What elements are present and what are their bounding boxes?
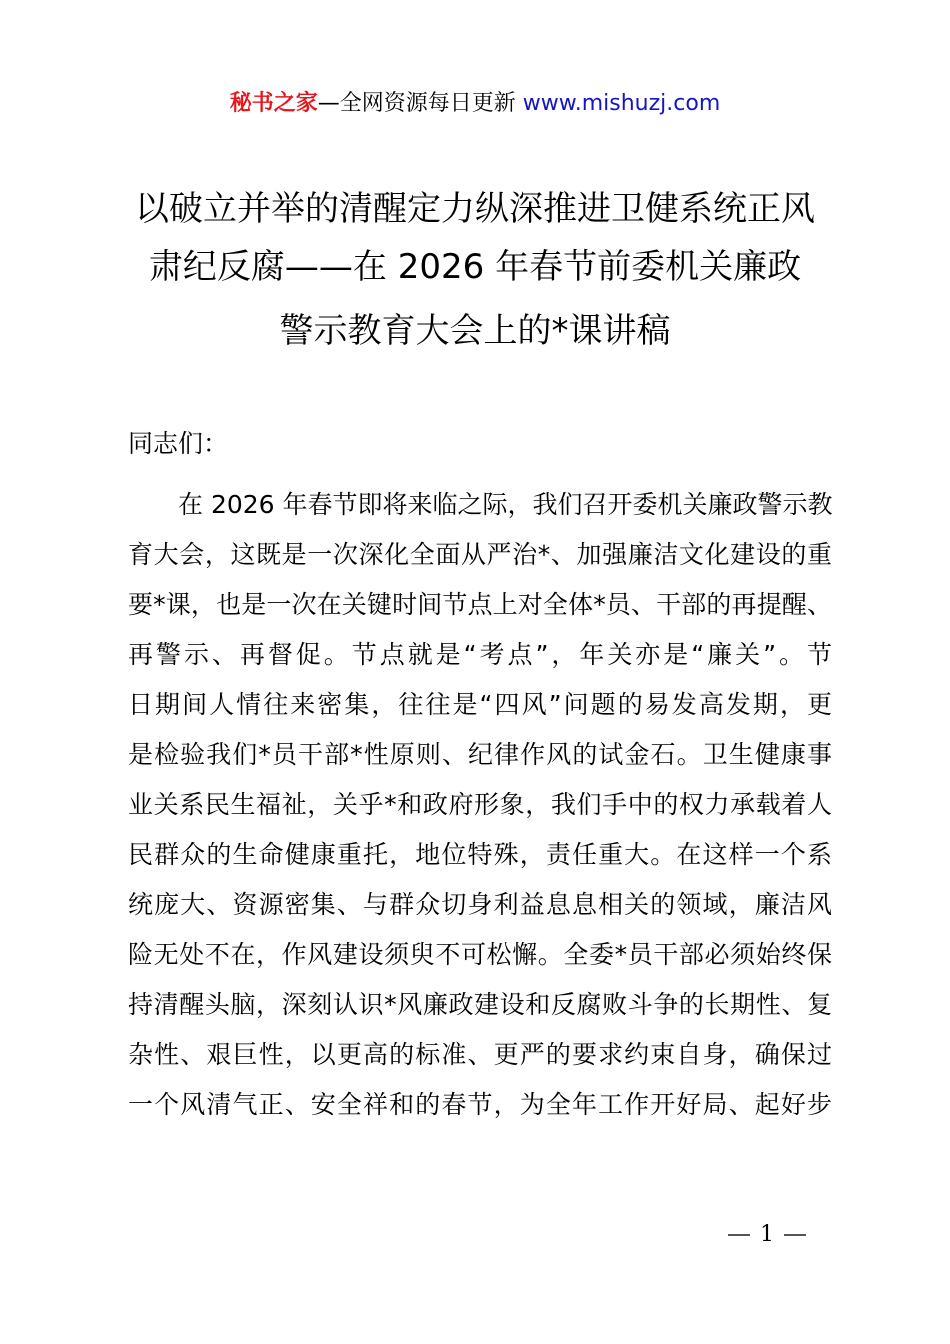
site-url-link[interactable]: www.mishuzj.com — [522, 91, 721, 116]
brand-name: 秘书之家 — [229, 91, 318, 116]
page-number — [718, 1222, 816, 1247]
dash-right — [784, 1234, 806, 1236]
title-line: 警示教育大会上的*课讲稿 — [279, 311, 671, 351]
body-line: 育大会，这既是一次深化全面从严治*、加强廉洁文化建设的重 — [128, 540, 832, 569]
body-line: 再警示、再督促。节点就是“考点”，年关亦是“廉关”。节 — [128, 640, 832, 669]
body-paragraph — [128, 484, 832, 1134]
body-line: 持清醒头脑，深刻认识*风廉政建设和反腐败斗争的长期性、复 — [128, 990, 832, 1019]
body-line: 要*课，也是一次在关键时间节点上对全体*员、干部的再提醒、 — [128, 590, 832, 619]
body-line: 杂性、艰巨性，以更高的标准、更严的要求约束自身，确保过 — [128, 1040, 832, 1069]
page-number-value: 1 — [760, 1222, 774, 1247]
title-line: 以破立并举的清醒定力纵深推进卫健系统正风 — [135, 189, 815, 229]
body-line: 在 2026 年春节即将来临之际，我们召开委机关廉政警示教 — [178, 490, 833, 519]
title-line: 肃纪反腐——在 2026 年春节前委机关廉政 — [148, 247, 802, 287]
body-line: 民群众的生命健康重托，地位特殊，责任重大。在这样一个系 — [128, 840, 832, 869]
site-header — [0, 88, 950, 120]
body-line: 统庞大、资源密集、与群众切身利益息息相关的领域，廉洁风 — [128, 890, 832, 919]
body-line: 业关系民生福祉，关乎*和政府形象，我们手中的权力承载着人 — [128, 790, 832, 819]
body-line: 是检验我们*员干部*性原则、纪律作风的试金石。卫生健康事 — [128, 740, 832, 769]
body-line: 一个风清气正、安全祥和的春节，为全年工作开好局、起好步 — [128, 1090, 832, 1119]
dash-left — [728, 1234, 750, 1236]
body-line: 日期间人情往来密集，往往是“四风”问题的易发高发期，更 — [128, 690, 832, 719]
body-line: 险无处不在，作风建设须臾不可松懈。全委*员干部必须始终保 — [128, 940, 832, 969]
header-tagline: —全网资源每日更新 — [317, 91, 516, 116]
document-title — [110, 180, 840, 360]
greeting: 同志们： — [128, 429, 229, 458]
